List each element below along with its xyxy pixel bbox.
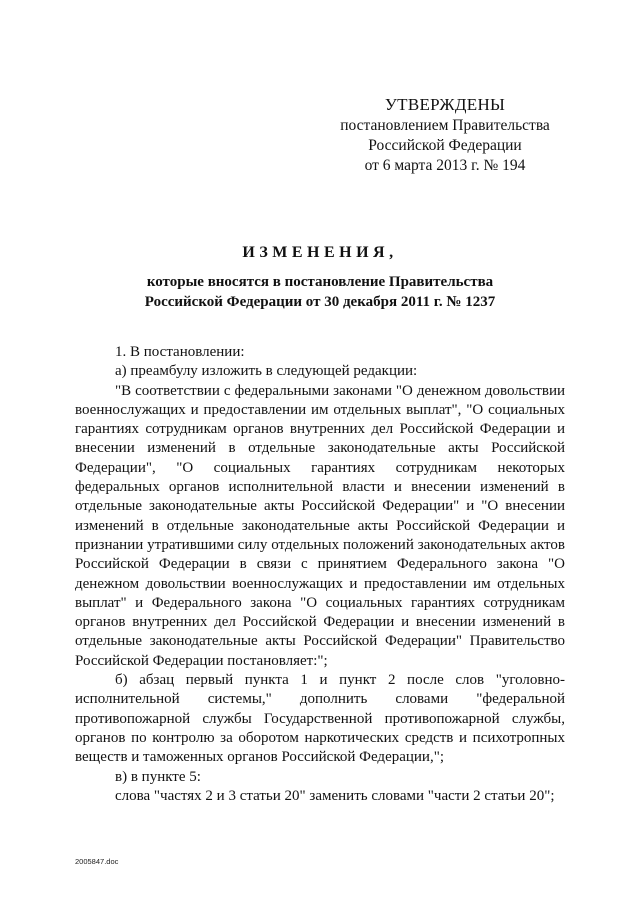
approval-title: УТВЕРЖДЕНЫ	[384, 95, 506, 114]
document-heading	[75, 244, 565, 312]
approval-line-2: Российской Федерации	[368, 137, 522, 154]
approval-line-3: от 6 марта 2013 г. № 194	[364, 157, 526, 174]
paragraph-c-words: слова "частях 2 и 3 статьи 20" заменить словами "части 2 статьи 20";	[115, 787, 555, 804]
approval-line-1: постановлением Правительства	[340, 117, 550, 134]
paragraph-b: б) абзац первый пункта 1 и пункт 2 после слов "уголовно-исполнительной системы," дополнить словами "федеральной противопожарной службы Государственной противопожарной службы, органов по контролю за оборотом наркотических средств и психотропных веществ и таможенных органов Российской Федерации,";	[75, 672, 565, 766]
paragraph-1: 1. В постановлении:	[115, 344, 245, 360]
document-title: ИЗМЕНЕНИЯ,	[242, 244, 398, 261]
document-body	[75, 343, 565, 806]
paragraph-c: в) в пункте 5:	[115, 768, 201, 785]
document-subtitle-line-1: которые вносятся в постановление Правительства	[146, 274, 494, 290]
paragraph-preamble: "В соответствии с федеральными законами "О денежном довольствии военнослужащих и предоставлении им отдельных выплат", "О социальных гарантиях сотрудникам органов внутренних дел Российской Федерации и внесении изменений в отдельные законодательные акты Российской Федерации", "О социальных гарантиях сотрудникам некоторых федеральных органов исполнительной власти и внесении изменений в отдельные законодательные акты Российской Федерации" и "О внесении изменений в отдельные законодательные акты Российской Федерации и признании утратившими силу отдельных положений законодательных актов Российской Федерации в связи с принятием Федерального закона "О денежном довольствии военнослужащих и предоставлении им отдельных выплат" и Федерального закона "О социальных гарантиях сотрудникам органов внутренних дел Российской Федерации и внесении изменений в отдельные законодательные акты Российской Федерации" Правительство Российской Федерации постановляет:";	[75, 382, 565, 669]
approval-stamp	[330, 95, 560, 176]
paragraph-2: а) преамбулу изложить в следующей редакции:	[115, 363, 418, 380]
document-subtitle-line-2: Российской Федерации от 30 декабря 2011 г. № 1237	[144, 294, 496, 310]
footer-filename: 2005847.doc	[75, 857, 119, 866]
